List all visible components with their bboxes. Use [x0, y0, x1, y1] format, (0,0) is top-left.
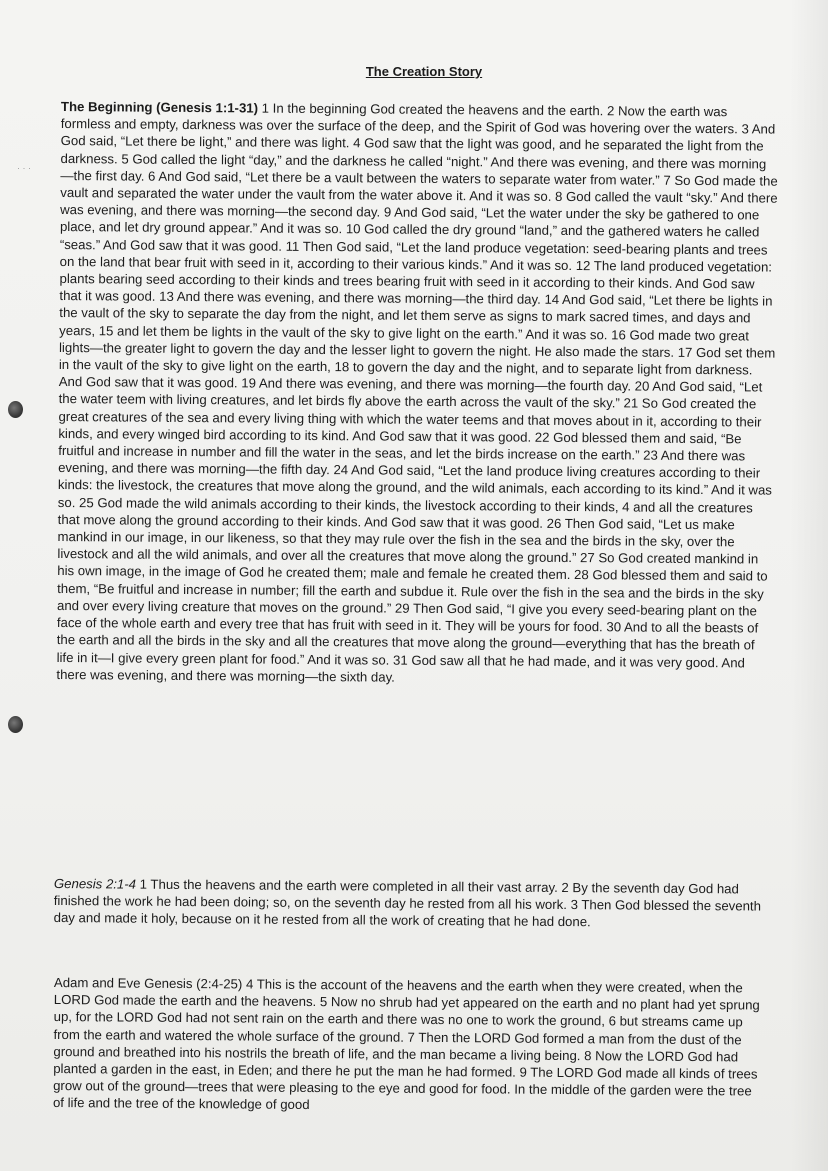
page-shadow	[790, 0, 828, 1171]
paragraph-text: Adam and Eve Genesis (2:4-25) 4 This is the account of the heavens and the earth when they were created, when the LORD God made the earth and the heavens. 5 Now no shrub had yet appeared on the earth and no plant had yet sprung up, for the LORD God had not sent rain on the earth and there was no one to work the ground, 6 but streams came up from the earth and watered the whole surface of the ground. 7 Then the LORD God formed a man from the dust of the ground and breathed into his nostrils the breath of life, and the man became a living being. 8 Now the LORD God had planted a garden in the east, in Eden; and there he put the man he had formed. 9 The LORD God made all kinds of trees grow out of the ground—trees that were pleasing to the eye and good for food. In the middle of the garden were the tree of life and the tree of the knowledge of good	[52, 974, 760, 1113]
page-title: The Creation Story	[365, 64, 483, 79]
punch-hole-top	[8, 401, 23, 418]
section-heading: Genesis 2:1-4	[53, 875, 137, 892]
paragraph-genesis-2	[54, 875, 766, 932]
paragraph-adam-and-eve	[53, 974, 766, 1117]
paragraph-text: 1 Thus the heavens and the earth were completed in all their vast array. 2 By the seventh day God had finished the work he had been doing; so, on the seventh day he rested from all his work. 3 Then God blessed the seventh day and made it holy, because on it he rested from all the work of creating that he had done.	[53, 876, 762, 930]
paragraph-text: 1 In the beginning God created the heavens and the earth. 2 Now the earth was formless and empty, darkness was over the surface of the deep, and the Spirit of God was hovering over the waters. 3 And God said, “Let there be light,” and there was light. 4 God saw that the light was good, and he separated the light from the darkness. 5 God called the light “day,” and the darkness he called “night.” And there was evening, and there was morning—the first day. 6 And God said, “Let there be a vault between the waters to separate water from water.” 7 So God made the vault and separated the water under the vault from the water above it. And it was so. 8 God called the vault “sky.” And there was evening, and there was morning—the second day. 9 And God said, “Let the water under the sky be gathered to one place, and let dry ground appear.” And it was so. 10 God called the dry ground “land,” and the gathered waters he called “seas.” And God saw that it was good. 11 Then God said, “Let the land produce vegetation: seed-bearing plants and trees on the land that bear fruit with seed in it, according to their various kinds.” And it was so. 12 The land produced vegetation: plants bearing seed according to their kinds and trees bearing fruit with seed in it according to their kinds. And God saw that it was good. 13 And there was evening, and there was morning—the third day. 14 And God said, “Let there be lights in the vault of the sky to separate the day from the night, and let them serve as signs to mark sacred times, and days and years, 15 and let them be lights in the vault of the sky to give light on the earth.” And it was so. 16 God made two great lights—the greater light to govern the day and the lesser light to govern the night. He also made the stars. 17 God set them in the vault of the sky to give light on the earth, 18 to govern the day and the night, and to separate light from darkness. And God saw that it was good. 19 And there was evening, and there was morning—the fourth day. 20 And God said, “Let the water teem with living creatures, and let birds fly above the earth across the vault of the sky.” 21 So God created the great creatures of the sea and every living thing with which the water teems and that moves about in it, according to their kinds, and every winged bird according to its kind. And God saw that it was good. 22 God blessed them and said, “Be fruitful and increase in number and fill the water in the seas, and let the birds increase on the earth.” 23 And there was evening, and there was morning—the fifth day. 24 And God said, “Let the land produce living creatures according to their kinds: the livestock, the creatures that move along the ground, and the wild animals, each according to its kind.” And it was so. 25 God made the wild animals according to their kinds, the livestock according to their kinds, 4 and all the creatures that move along the ground according to their kinds. And God saw that it was good. 26 Then God said, “Let us make mankind in our image, in our likeness, so that they may rule over the fish in the sea and the birds in the sky, over the livestock and all the wild animals, and over all the creatures that move along the ground.” 27 So God created mankind in his own image, in the image of God he created them; male and female he created them. 28 God blessed them and said to them, “Be fruitful and increase in number; fill the earth and subdue it. Rule over the fish in the sea and the birds in the sky and over every living creature that moves on the ground.” 29 Then God said, “I give you every seed-bearing plant on the face of the whole earth and every tree that has fruit with seed in it. They will be yours for food. 30 And to all the beasts of the earth and all the birds in the sky and all the creatures that move along the ground—everything that has the breath of life in it—I give every green plant for food.” And it was so. 31 God saw all that he had made, and it was very good. And there was evening, and there was morning—the sixth day.	[56, 100, 778, 685]
section-heading: The Beginning (Genesis 1:1-31)	[60, 98, 259, 116]
paragraph-the-beginning	[56, 98, 779, 689]
scan-artifact: · · ·	[17, 163, 31, 173]
punch-hole-bottom	[8, 716, 23, 733]
